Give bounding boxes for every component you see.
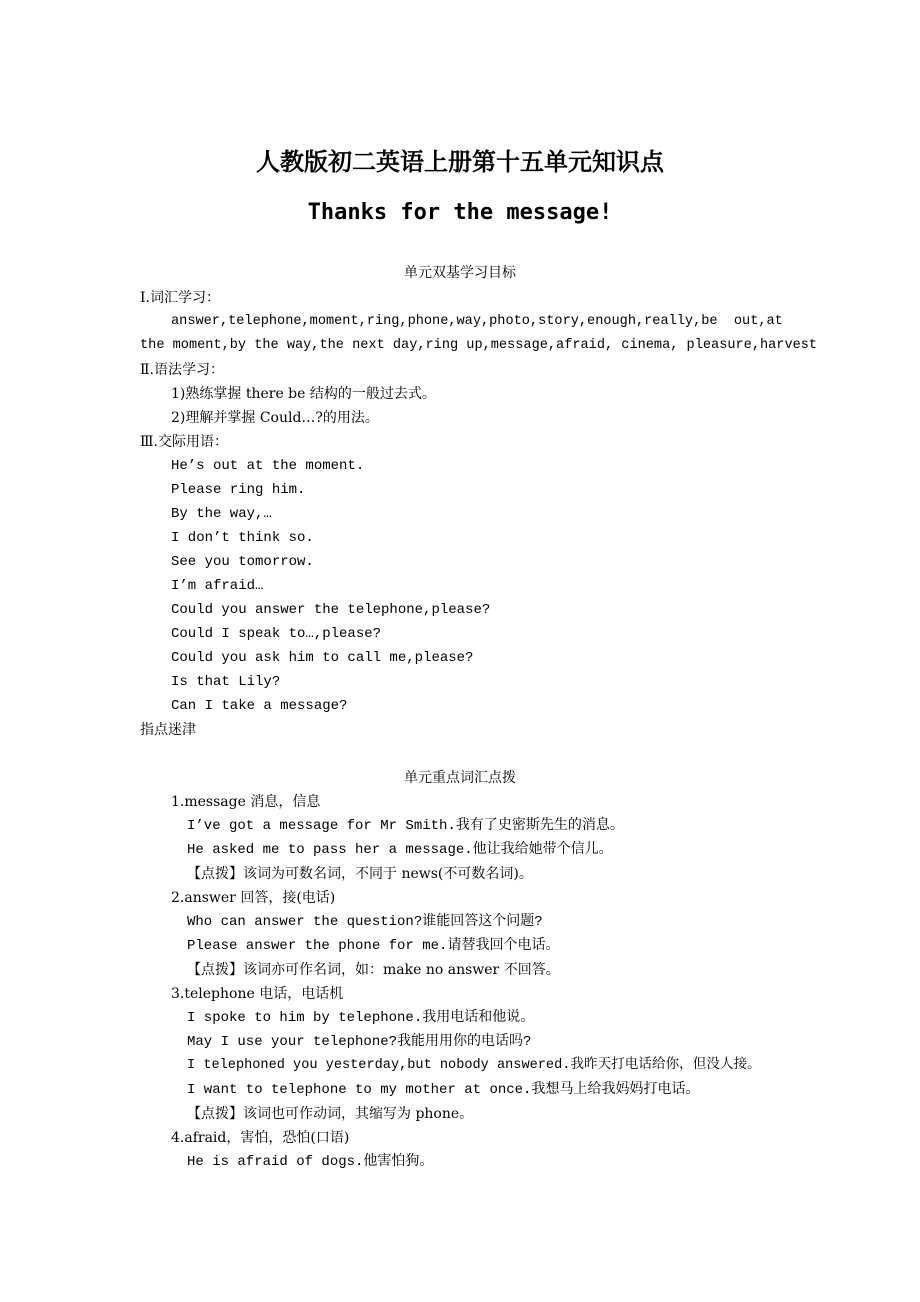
communication-phrase: Could you answer the telephone,please?: [171, 602, 491, 618]
vocab-entry-head: 1.message 消息，信息: [171, 794, 321, 810]
vocab-example: I telephoned you yesterday,but nobody answered.我昨天打电话给你，但没人接。: [187, 1058, 761, 1073]
communication-label: Ⅲ.交际用语：: [140, 434, 228, 450]
communication-phrase: Could you ask him to call me,please?: [171, 650, 474, 666]
communication-phrase: He’s out at the moment.: [171, 458, 365, 474]
vocab-note: 【点拨】该词为可数名词，不同于 news(不可数名词)。: [187, 866, 533, 882]
vocab-entry-head: 2.answer 回答，接(电话): [171, 890, 336, 906]
vocab-list-line-1: answer,telephone,moment,ring,phone,way,photo,story,enough,really,be out,at: [171, 314, 783, 329]
grammar-label: Ⅱ.语法学习：: [140, 362, 224, 378]
vocab-example: I’ve got a message for Mr Smith.我有了史密斯先生的消息。: [187, 818, 624, 834]
document-title: 人教版初二英语上册第十五单元知识点: [256, 147, 664, 176]
vocab-example: Please answer the phone for me.请替我回个电话。: [187, 938, 560, 954]
communication-phrase: Is that Lily?: [171, 674, 281, 690]
grammar-item: 1)熟练掌握 there be 结构的一般过去式。: [171, 386, 436, 402]
vocab-example: He asked me to pass her a message.他让我给她带个信儿。: [187, 842, 613, 858]
vocab-example: May I use your telephone?我能用用你的电话吗?: [187, 1034, 532, 1050]
vocab-section-heading: 单元重点词汇点拨: [404, 770, 516, 786]
vocab-example: Who can answer the question?谁能回答这个问题?: [187, 914, 543, 930]
vocab-label: Ⅰ.词汇学习：: [140, 290, 220, 306]
goals-heading: 单元双基学习目标: [404, 265, 516, 281]
document-subtitle: Thanks for the message!: [307, 200, 613, 225]
communication-phrase: Could I speak to…,please?: [171, 626, 382, 642]
communication-phrase: Please ring him.: [171, 482, 306, 498]
vocab-entry-head: 3.telephone 电话，电话机: [171, 986, 344, 1002]
communication-phrase: I’m afraid…: [171, 578, 264, 594]
communication-phrase: See you tomorrow.: [171, 554, 314, 570]
vocab-note: 【点拨】该词亦可作名词，如：make no answer 不回答。: [187, 962, 560, 978]
vocab-entry-head: 4.afraid，害怕，恐怕(口语): [171, 1130, 350, 1146]
vocab-list-line-2: the moment,by the way,the next day,ring up,message,afraid, cinema, pleasure,harvest: [140, 338, 818, 353]
vocab-example: I spoke to him by telephone.我用电话和他说。: [187, 1010, 535, 1026]
communication-phrase: I don’t think so.: [171, 530, 314, 546]
grammar-item: 2)理解并掌握 Could…?的用法。: [171, 410, 379, 426]
guide-label: 指点迷津: [140, 722, 196, 738]
communication-phrase: By the way,…: [171, 506, 272, 522]
communication-phrase: Can I take a message?: [171, 698, 348, 714]
vocab-example: I want to telephone to my mother at once.我想马上给我妈妈打电话。: [187, 1082, 700, 1098]
vocab-example: He is afraid of dogs.他害怕狗。: [187, 1154, 434, 1170]
vocab-note: 【点拨】该词也可作动词，其缩写为 phone。: [187, 1106, 474, 1122]
